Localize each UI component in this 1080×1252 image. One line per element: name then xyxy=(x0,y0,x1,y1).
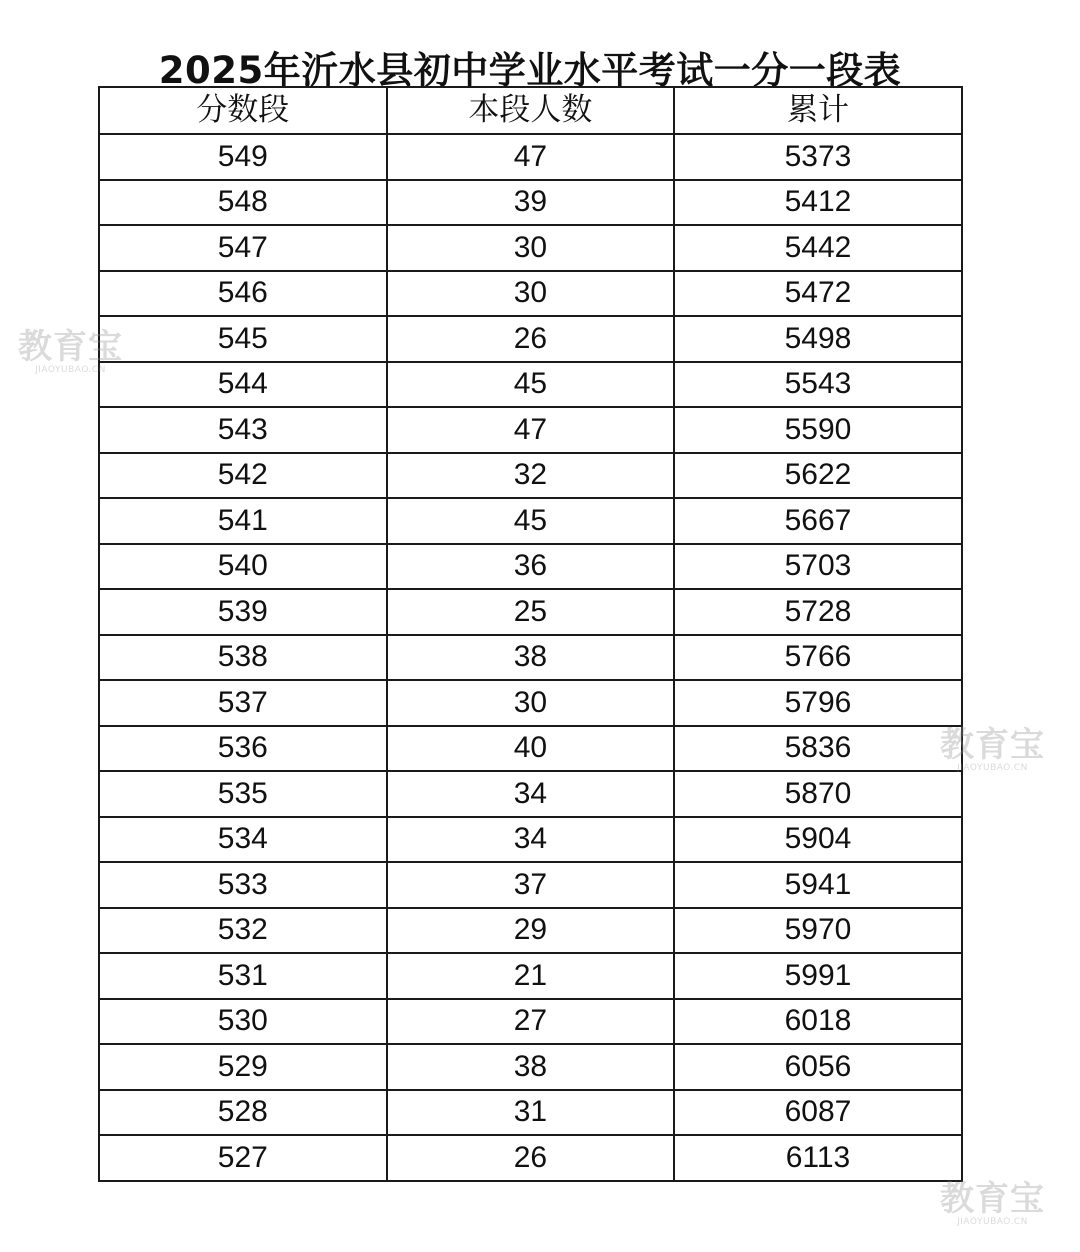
cell-score-segment: 542 xyxy=(99,453,387,499)
cell-segment-count: 37 xyxy=(387,862,675,908)
cell-cumulative: 5472 xyxy=(674,271,962,317)
cell-cumulative: 6018 xyxy=(674,999,962,1045)
cell-cumulative: 5590 xyxy=(674,407,962,453)
cell-score-segment: 543 xyxy=(99,407,387,453)
table-row xyxy=(99,1135,962,1181)
cell-score-segment: 548 xyxy=(99,180,387,226)
cell-segment-count: 25 xyxy=(387,589,675,635)
cell-cumulative: 5728 xyxy=(674,589,962,635)
cell-cumulative: 6113 xyxy=(674,1135,962,1181)
cell-cumulative: 6056 xyxy=(674,1044,962,1090)
header-score-segment: 分数段 xyxy=(99,87,387,134)
cell-score-segment: 537 xyxy=(99,680,387,726)
cell-cumulative: 5622 xyxy=(674,453,962,499)
cell-segment-count: 30 xyxy=(387,225,675,271)
cell-cumulative: 5442 xyxy=(674,225,962,271)
cell-score-segment: 541 xyxy=(99,498,387,544)
cell-score-segment: 527 xyxy=(99,1135,387,1181)
cell-score-segment: 530 xyxy=(99,999,387,1045)
cell-score-segment: 549 xyxy=(99,134,387,180)
cell-segment-count: 45 xyxy=(387,498,675,544)
cell-cumulative: 5703 xyxy=(674,544,962,590)
table-row xyxy=(99,544,962,590)
cell-cumulative: 5766 xyxy=(674,635,962,681)
cell-segment-count: 36 xyxy=(387,544,675,590)
header-segment-count: 本段人数 xyxy=(387,87,675,134)
table-row xyxy=(99,1090,962,1136)
cell-score-segment: 546 xyxy=(99,271,387,317)
table-row xyxy=(99,225,962,271)
cell-segment-count: 47 xyxy=(387,407,675,453)
table-row xyxy=(99,680,962,726)
cell-segment-count: 29 xyxy=(387,908,675,954)
watermark-domain: JIAOYUBAO.CN xyxy=(957,763,1028,773)
cell-segment-count: 30 xyxy=(387,680,675,726)
watermark-logo xyxy=(940,1179,1045,1227)
cell-cumulative: 5667 xyxy=(674,498,962,544)
watermark-brand: 教育宝 xyxy=(940,1179,1045,1219)
table-row xyxy=(99,953,962,999)
cell-score-segment: 528 xyxy=(99,1090,387,1136)
cell-cumulative: 6087 xyxy=(674,1090,962,1136)
cell-score-segment: 536 xyxy=(99,726,387,772)
cell-cumulative: 5796 xyxy=(674,680,962,726)
table-row xyxy=(99,635,962,681)
table-header-row xyxy=(99,87,962,134)
cell-segment-count: 39 xyxy=(387,180,675,226)
table-row xyxy=(99,407,962,453)
cell-score-segment: 529 xyxy=(99,1044,387,1090)
cell-segment-count: 34 xyxy=(387,771,675,817)
cell-cumulative: 5412 xyxy=(674,180,962,226)
table-row xyxy=(99,589,962,635)
cell-score-segment: 544 xyxy=(99,362,387,408)
cell-segment-count: 47 xyxy=(387,134,675,180)
table-row xyxy=(99,1044,962,1090)
table-row xyxy=(99,771,962,817)
cell-score-segment: 545 xyxy=(99,316,387,362)
table-row xyxy=(99,726,962,772)
cell-segment-count: 38 xyxy=(387,635,675,681)
cell-cumulative: 5498 xyxy=(674,316,962,362)
table-row xyxy=(99,316,962,362)
table-body xyxy=(99,134,962,1181)
cell-segment-count: 32 xyxy=(387,453,675,499)
watermark-domain: JIAOYUBAO.CN xyxy=(35,365,106,375)
watermark-domain: JIAOYUBAO.CN xyxy=(957,1217,1028,1227)
watermark-brand: 教育宝 xyxy=(940,725,1045,765)
cell-segment-count: 38 xyxy=(387,1044,675,1090)
cell-segment-count: 21 xyxy=(387,953,675,999)
cell-segment-count: 31 xyxy=(387,1090,675,1136)
cell-score-segment: 533 xyxy=(99,862,387,908)
page-title: 2025年沂水县初中学业水平考试一分一段表 xyxy=(158,48,902,92)
cell-score-segment: 539 xyxy=(99,589,387,635)
cell-score-segment: 547 xyxy=(99,225,387,271)
cell-score-segment: 538 xyxy=(99,635,387,681)
table-row xyxy=(99,862,962,908)
table-row xyxy=(99,817,962,863)
header-cumulative: 累计 xyxy=(674,87,962,134)
cell-cumulative: 5543 xyxy=(674,362,962,408)
cell-cumulative: 5991 xyxy=(674,953,962,999)
table-row xyxy=(99,180,962,226)
cell-segment-count: 26 xyxy=(387,1135,675,1181)
cell-score-segment: 540 xyxy=(99,544,387,590)
cell-segment-count: 34 xyxy=(387,817,675,863)
table-row xyxy=(99,453,962,499)
cell-segment-count: 40 xyxy=(387,726,675,772)
table-row xyxy=(99,134,962,180)
score-distribution-table xyxy=(98,86,963,1182)
cell-cumulative: 5941 xyxy=(674,862,962,908)
cell-segment-count: 27 xyxy=(387,999,675,1045)
table-row xyxy=(99,908,962,954)
table-row xyxy=(99,498,962,544)
cell-cumulative: 5970 xyxy=(674,908,962,954)
table-row xyxy=(99,271,962,317)
cell-cumulative: 5836 xyxy=(674,726,962,772)
cell-score-segment: 532 xyxy=(99,908,387,954)
table-row xyxy=(99,999,962,1045)
cell-segment-count: 26 xyxy=(387,316,675,362)
cell-score-segment: 535 xyxy=(99,771,387,817)
cell-cumulative: 5870 xyxy=(674,771,962,817)
cell-score-segment: 531 xyxy=(99,953,387,999)
cell-score-segment: 534 xyxy=(99,817,387,863)
cell-segment-count: 45 xyxy=(387,362,675,408)
cell-cumulative: 5904 xyxy=(674,817,962,863)
cell-cumulative: 5373 xyxy=(674,134,962,180)
watermark-brand: 教育宝 xyxy=(18,327,123,367)
table-row xyxy=(99,362,962,408)
cell-segment-count: 30 xyxy=(387,271,675,317)
